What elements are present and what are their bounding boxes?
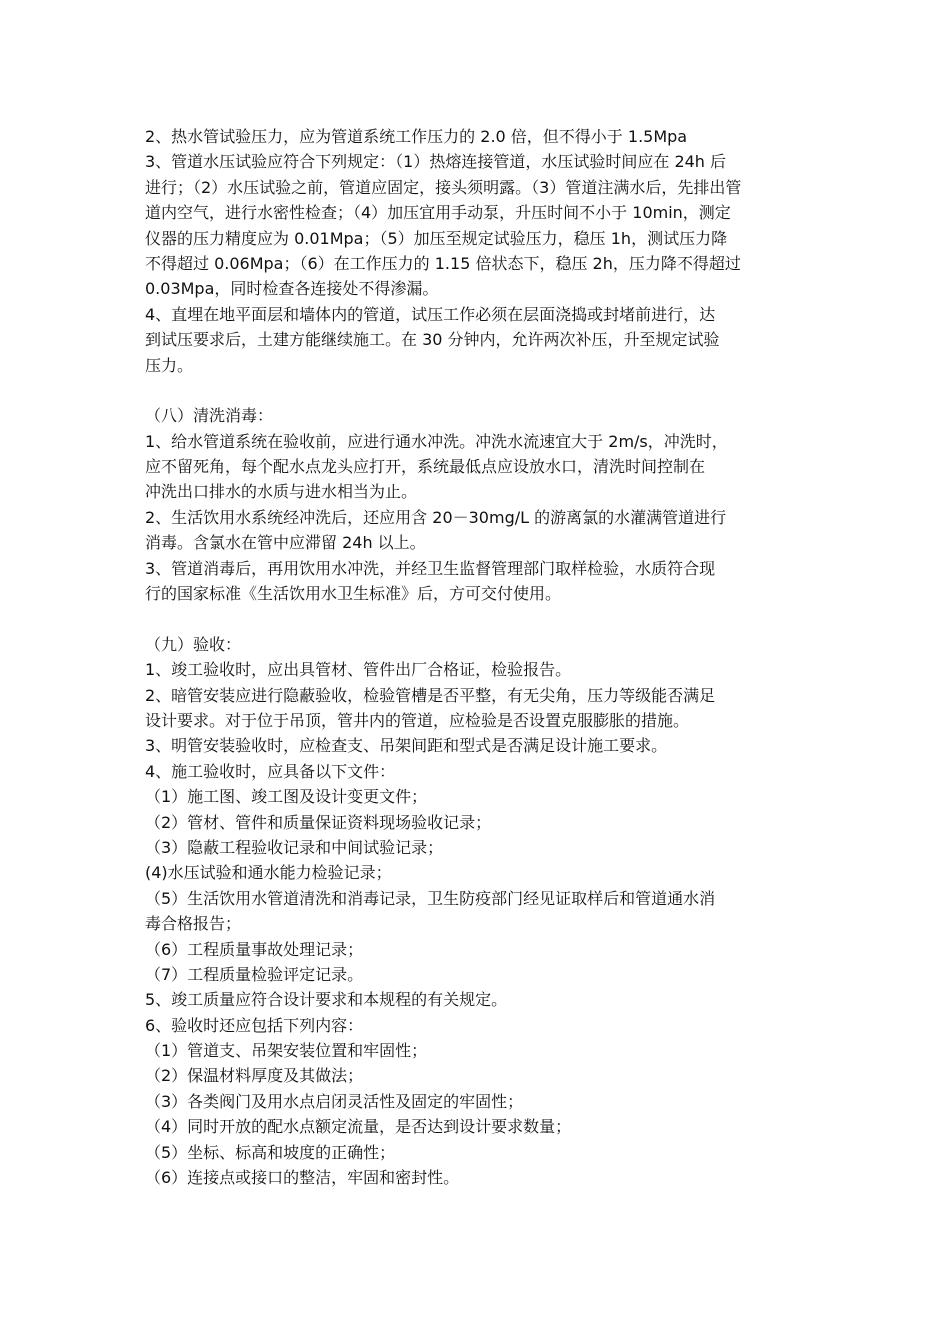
text-line: 3、管道水压试验应符合下列规定：（1）热熔连接管道，水压试验时间应在 24h 后 [145, 152, 727, 172]
list-item: (4)水压试验和通水能力检验记录； [145, 863, 392, 883]
text-line: 2、热水管试验压力，应为管道系统工作压力的 2.0 倍，但不得小于 1.5Mpa [145, 127, 688, 146]
text-line: 到试压要求后，土建方能继续施工。在 30 分钟内，允许两次补压，升至规定试验 [145, 330, 720, 350]
text-line: 不得超过 0.06Mpa；（6）在工作压力的 1.15 倍状态下，稳压 2h，压力降不得超过 [145, 253, 741, 273]
text-line: 4、施工验收时，应具备以下文件： [145, 761, 396, 781]
list-item: （2）保温材料厚度及其做法； [145, 1066, 364, 1086]
list-item: （3）各类阀门及用水点启闭灵活性及固定的牢固性； [145, 1091, 524, 1111]
text-line: 3、明管安装验收时，应检查支、吊架间距和型式是否满足设计施工要求。 [145, 736, 668, 756]
text-line: 道内空气，进行水密性检查；（4）加压宜用手动泵，升压时间不小于 10min，测定 [145, 203, 731, 223]
text-line: 设计要求。对于位于吊顶，管井内的管道，应检验是否设置克服膨胀的措施。 [145, 710, 690, 730]
blank-line [145, 378, 820, 403]
list-item: （7）工程质量检验评定记录。 [145, 964, 364, 984]
list-item: （2）管材、管件和质量保证资料现场验收记录； [145, 812, 492, 832]
text-line: 1、竣工验收时，应出具管材、管件出厂合格证，检验报告。 [145, 660, 572, 680]
text-line: 冲洗出口排水的水质与进水相当为止。 [145, 482, 418, 502]
text-line: 2、暗管安装应进行隐蔽验收，检验管槽是否平整，有无尖角，压力等级能否满足 [145, 685, 716, 705]
text-line: 仪器的压力精度应为 0.01Mpa；（5）加压至规定试验压力，稳压 1h，测试压力降 [145, 228, 728, 248]
list-item: （1）管道支、吊架安装位置和牢固性； [145, 1041, 428, 1061]
list-item: （1）施工图、竣工图及设计变更文件； [145, 787, 428, 807]
text-line: 4、直埋在地平面层和墙体内的管道，试压工作必须在层面浇捣或封堵前进行，达 [145, 304, 716, 324]
list-item: （6）连接点或接口的整洁，牢固和密封性。 [145, 1168, 460, 1188]
text-line: 6、验收时还应包括下列内容： [145, 1015, 364, 1035]
text-line: 毒合格报告； [145, 914, 242, 934]
list-item: （5）坐标、标高和坡度的正确性； [145, 1142, 396, 1162]
document-page [145, 124, 820, 1190]
text-line: 应不留死角，每个配水点龙头应打开，系统最低点应设放水口，清洗时间控制在 [145, 457, 706, 477]
list-item: （6）工程质量事故处理记录； [145, 939, 364, 959]
section-heading: （九）验收： [145, 634, 242, 654]
text-line: 1、给水管道系统在验收前，应进行通水冲洗。冲洗水流速宜大于 2m/s，冲洗时， [145, 431, 728, 451]
text-line: 3、管道消毒后，再用饮用水冲洗，并经卫生监督管理部门取样检验，水质符合现 [145, 558, 716, 578]
text-line: 0.03Mpa，同时检查各连接处不得渗漏。 [145, 279, 439, 299]
text-line: 压力。 [145, 355, 194, 375]
text-line: 5、竣工质量应符合设计要求和本规程的有关规定。 [145, 990, 508, 1010]
list-item: （4）同时开放的配水点额定流量，是否达到设计要求数量； [145, 1117, 572, 1137]
list-item: （5）生活饮用水管道清洗和消毒记录，卫生防疫部门经见证取样后和管道通水消 [145, 888, 716, 908]
text-line: 2、生活饮用水系统经冲洗后，还应用含 20－30mg/L 的游离氯的水灌满管道进行 [145, 507, 727, 527]
text-line: 消毒。含氯水在管中应滞留 24h 以上。 [145, 533, 426, 553]
text-line: 行的国家标准《生活饮用水卫生标准》后，方可交付使用。 [145, 584, 562, 604]
list-item: （3）隐蔽工程验收记录和中间试验记录； [145, 837, 444, 857]
text-line: 进行；（2）水压试验之前，管道应固定，接头须明露。（3）管道注满水后，先排出管 [145, 177, 742, 197]
blank-line [145, 606, 820, 631]
section-heading: （八）清洗消毒： [145, 406, 274, 426]
